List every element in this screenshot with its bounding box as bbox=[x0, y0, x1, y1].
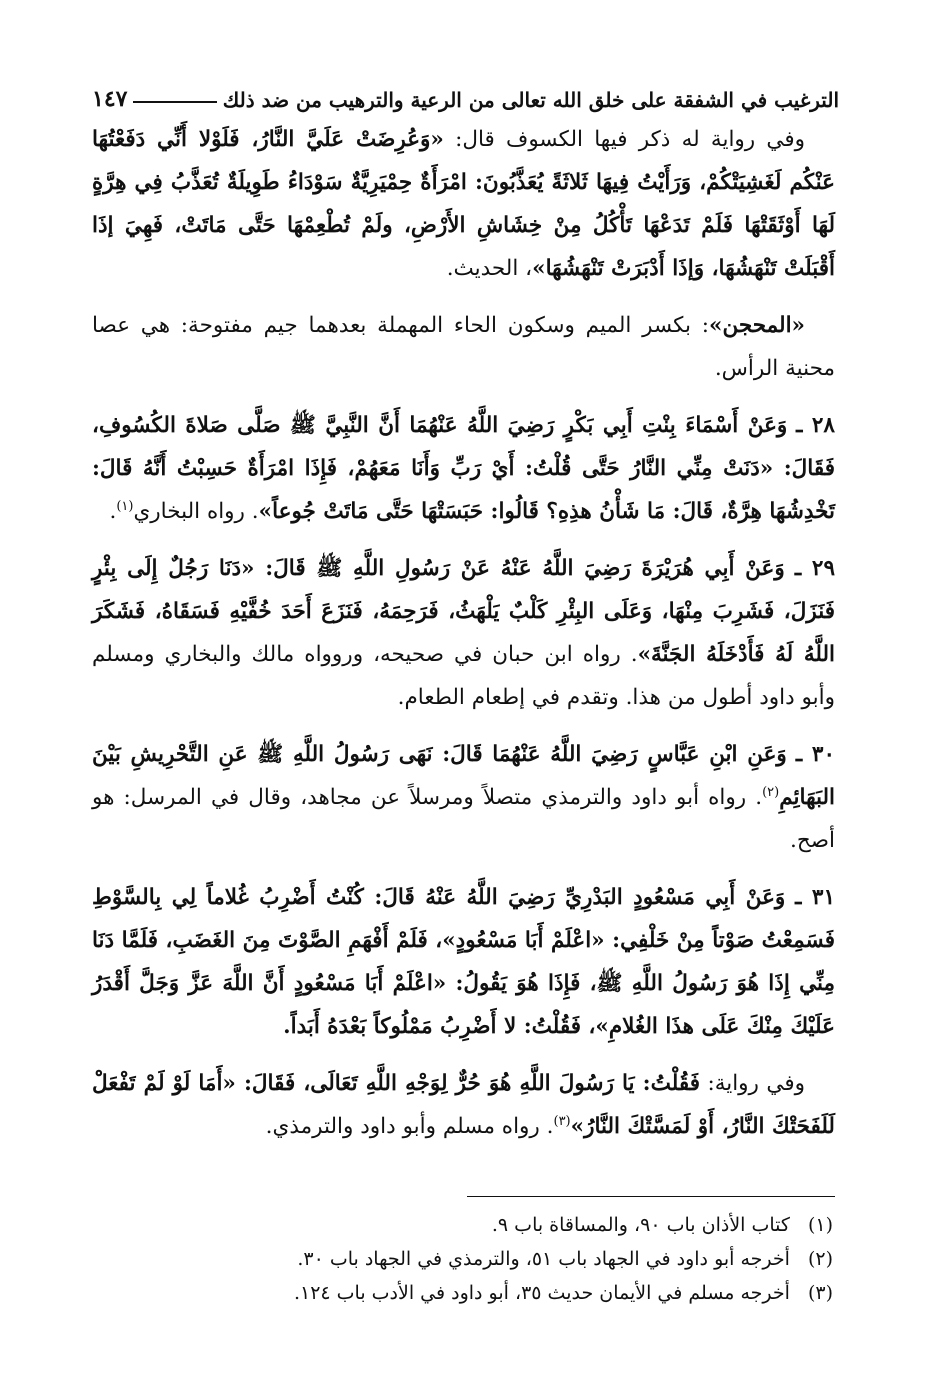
hadith-number: ٣١ ـ bbox=[795, 885, 835, 910]
paragraph-hadith-29 bbox=[92, 547, 835, 719]
gloss-term: «المحجن» bbox=[709, 313, 805, 338]
hadith-text: «وَعُرِضَتْ عَلَيَّ النَّارُ، فَلَوْلا أَنِّي دَفَعْتُهَا عَنْكُم لَغَشِيَتْكُمْ، وَرَأَيْتُ فِيهَا ثَلاثَةً يُعَذَّبُونَ: امْرَأَةٌ حِمْيَرِيَّةٌ سَوْدَاءُ طَوِيلَةٌ تُعَذَّبُ فِي هِرَّةٍ لَهَا أَوْثَقَتْهَا فَلَمْ تَدَعْهَا تَأْكُلُ مِنْ خِشَاشِ الأَرْضِ، ولَمْ تُطْعِمْهَا حَتَّى مَاتَتْ، فَهِيَ إذَا أَقْبَلَتْ تَنْهَشُهَا، وَإذَا أَدْبَرَتْ تَنْهَشُهَا» bbox=[92, 127, 835, 281]
paragraph-tail: . رواه أبو داود والترمذي متصلاً ومرسلاً عن مجاهد، وقال في المرسل: هو أصح. bbox=[92, 785, 835, 853]
paragraph-kusuf-narration bbox=[92, 118, 835, 290]
paragraph-hadith-28 bbox=[92, 404, 835, 533]
hadith-number: ٣٠ ـ bbox=[795, 742, 835, 767]
footnote-marker: (١) bbox=[807, 1214, 833, 1236]
footnote-ref[interactable]: (٢) bbox=[762, 784, 780, 800]
page-number: ١٤٧ bbox=[92, 86, 128, 112]
paragraph-tail: . رواه ابن حبان في صحيحه، وروواه مالك والبخاري ومسلم وأبو داود أطول من هذا. وتقدم في إطعام الطعام. bbox=[92, 642, 835, 710]
paragraph-intro: وفي رواية: bbox=[699, 1071, 805, 1096]
hadith-text: وَعَنِ ابْنِ عَبَّاسٍ رَضِيَ اللَّهُ عَنْهُمَا قَالَ: نَهَى رَسُولُ اللَّهِ ﷺ عَنِ التَّحْرِيشِ بَيْنَ البَهَائِمِ bbox=[92, 742, 835, 810]
footnote-item bbox=[92, 1242, 833, 1276]
header-rule bbox=[133, 101, 216, 103]
footnote-text: كتاب الأذان باب ٩٠، والمساقاة باب ٩. bbox=[491, 1214, 790, 1236]
footnote-marker: (٣) bbox=[807, 1282, 833, 1304]
paragraph-tail: ، الحديث. bbox=[446, 256, 533, 281]
hadith-text: وَعَنْ أَبِي هُرَيْرَةَ رَضِيَ اللَّهُ عَنْهُ عَنْ رَسُولِ اللَّهِ ﷺ قَالَ: «دَنَا رَجُلٌ إِلَى بِئْرٍ فَنَزَلَ، فَشَرِبَ مِنْهَا، وَعَلَى البِئْرِ كَلْبٌ يَلْهَثُ، فَرَحِمَهُ، فَنَزَعَ أَحَدَ خُفَّيْهِ فَسَقَاهُ، فَشَكَرَ اللَّهُ لَهُ فَأَدْخَلَهُ الجَنَّةَ» bbox=[92, 556, 835, 667]
running-title: الترغيب في الشفقة على خلق الله تعالى من الرعية والترهيب من ضد ذلك bbox=[222, 88, 839, 112]
footnote-marker: (٢) bbox=[807, 1248, 833, 1270]
paragraph-end: . bbox=[109, 499, 117, 524]
main-text bbox=[92, 118, 835, 1162]
hadith-text: فَقُلْتُ: يَا رَسُولَ اللَّهِ هُوَ حُرٌّ لِوَجْهِ اللَّهِ تَعَالَى، فَقَالَ: «أَمَا لَوْ لَمْ تَفْعَلْ لَلَفَحَتْكَ النَّارُ، أَوْ لَمَسَّتْكَ النَّارُ» bbox=[92, 1071, 835, 1139]
footnote-ref[interactable]: (٣) bbox=[553, 1113, 571, 1129]
footnote-text: أخرجه مسلم في الأيمان حديث ٣٥، أبو داود في الأدب باب ١٢٤. bbox=[293, 1282, 790, 1304]
page-header bbox=[92, 72, 839, 112]
paragraph-hadith-30 bbox=[92, 733, 835, 862]
hadith-text: وَعَنْ أَبِي مَسْعُودٍ البَدْرِيِّ رَضِيَ اللَّهُ عَنْهُ قَالَ: كُنْتُ أَضْرِبُ غُلاماً لِي بِالسَّوْطِ فَسَمِعْتُ صَوْتاً مِنْ خَلْفِي: «اعْلَمْ أَبَا مَسْعُودٍ»، فَلَمْ أَفْهَمِ الصَّوْتَ مِنَ الغَضَبِ، فَلَمَّا دَنَا مِنِّي إِذَا هُوَ رَسُولُ اللَّهِ ﷺ، فَإِذَا هُوَ يَقُولُ: «اعْلَمْ أَبَا مَسْعُودٍ أَنَّ اللَّهَ عَزَّ وَجَلَّ أَقْدَرُ عَلَيْكَ مِنْكَ عَلَى هذَا الغُلامِ»، فَقُلْتُ: لا أَضْرِبُ مَمْلُوكاً بَعْدَهُ أَبَداً. bbox=[92, 885, 835, 1039]
paragraph-hadith-31 bbox=[92, 876, 835, 1048]
hadith-number: ٢٩ ـ bbox=[794, 556, 835, 581]
paragraph-gloss-mihjan bbox=[92, 304, 835, 390]
footnotes-list bbox=[92, 1208, 833, 1310]
hadith-number: ٢٨ ـ bbox=[796, 413, 835, 438]
gloss-text: : بكسر الميم وسكون الحاء المهملة بعدهما جيم مفتوحة: هي عصا محنية الرأس. bbox=[92, 313, 835, 381]
paragraph-tail: . رواه البخاري bbox=[133, 499, 259, 524]
footnote-separator bbox=[467, 1196, 835, 1197]
paragraph-tail: . رواه مسلم وأبو داود والترمذي. bbox=[265, 1114, 554, 1139]
paragraph-other-narration bbox=[92, 1062, 835, 1148]
footnote-item bbox=[92, 1276, 833, 1310]
hadith-text: وَعَنْ أَسْمَاءَ بِنْتِ أَبِي بَكْرٍ رَضِيَ اللَّهُ عَنْهُمَا أَنَّ النَّبِيَّ ﷺ صَلَّى صَلاةَ الكُسُوفِ، فَقَالَ: «دَنَتْ مِنِّي النَّارُ حَتَّى قُلْتُ: أَيْ رَبِّ وَأَنَا مَعَهُمْ، فَإِذَا امْرَأَةٌ حَسِبْتُ أَنَّهُ قَالَ: تَخْدِشُهَا هِرَّةٌ، قَالَ: مَا شَأْنُ هذِهِ؟ قَالُوا: حَبَسَتْهَا حَتَّى مَاتَتْ جُوعاً» bbox=[92, 413, 835, 524]
footnote-item bbox=[92, 1208, 833, 1242]
footnote-text: أخرجه أبو داود في الجهاد باب ٥١، والترمذي في الجهاد باب ٣٠. bbox=[297, 1248, 790, 1270]
paragraph-intro: وفي رواية له ذكر فيها الكسوف قال: bbox=[443, 127, 805, 152]
footnote-ref[interactable]: (١) bbox=[116, 498, 134, 514]
